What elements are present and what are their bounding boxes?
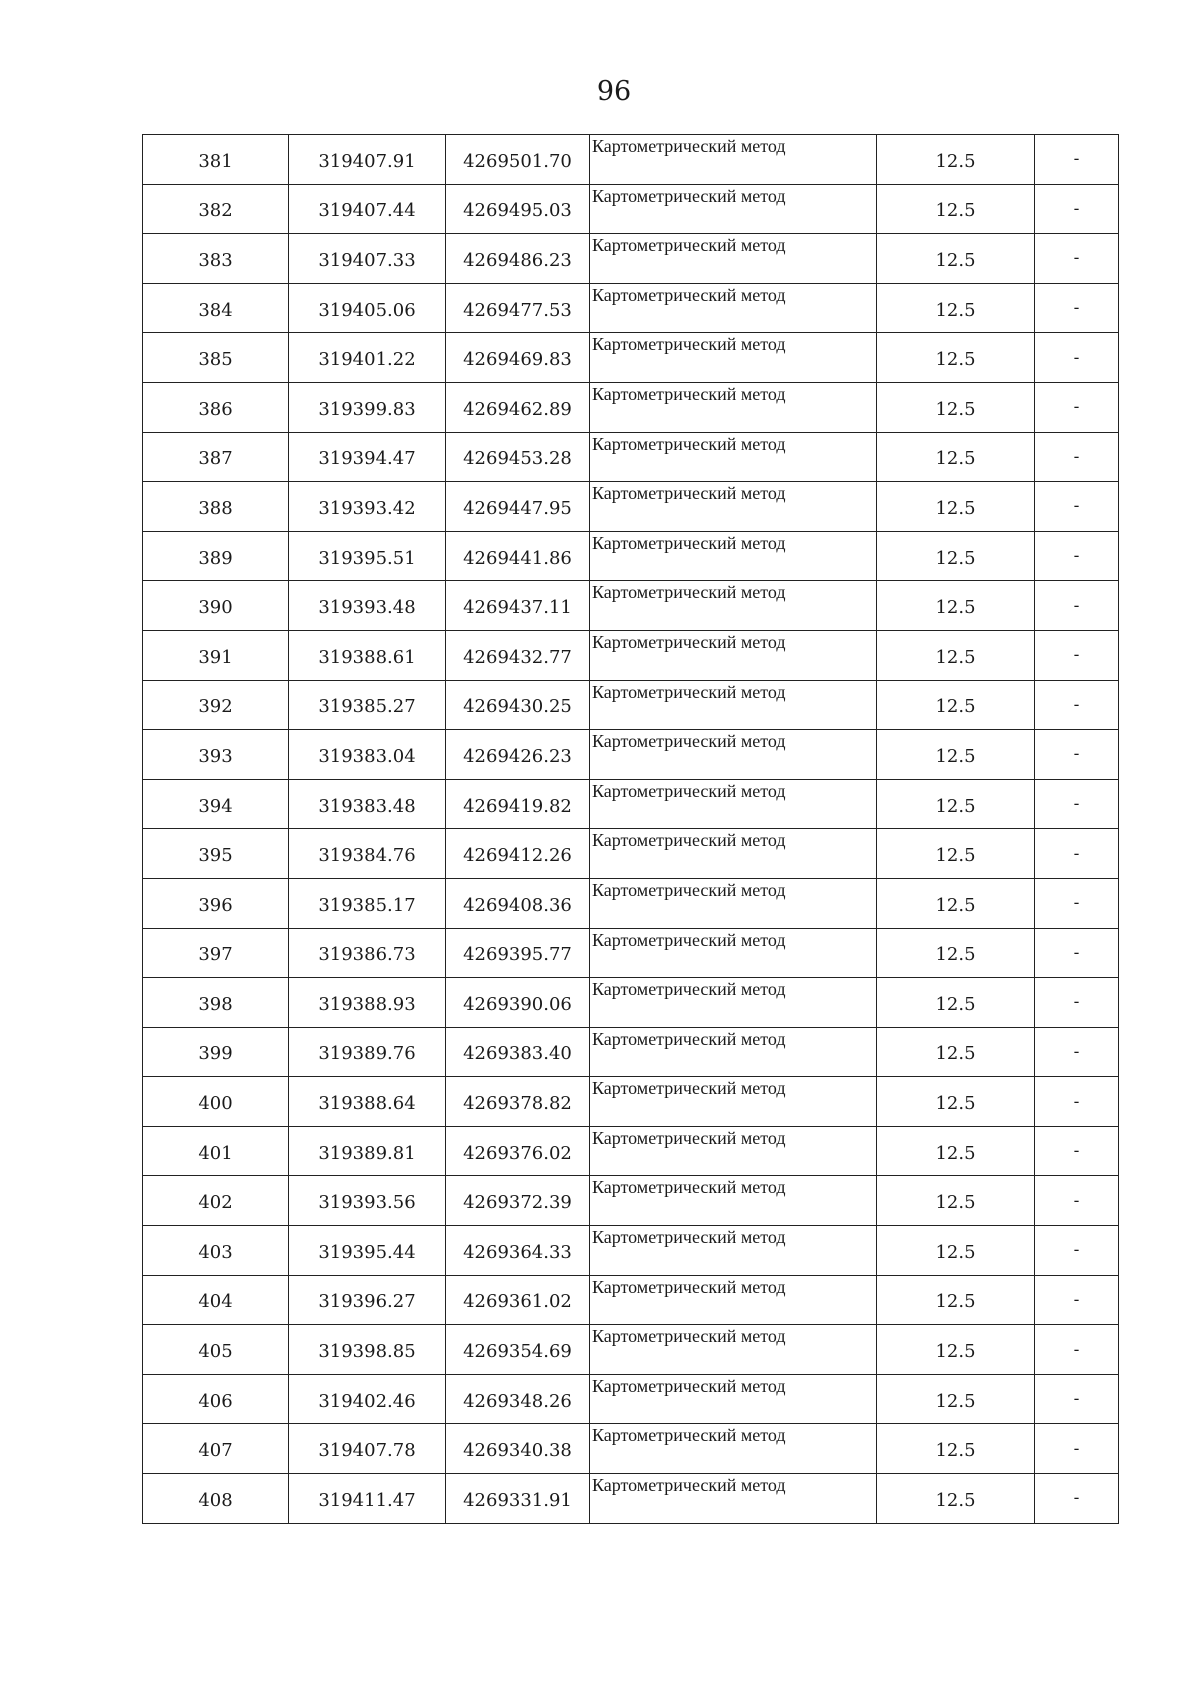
accuracy-cell: 12.5 — [877, 234, 1035, 284]
note-cell: - — [1035, 1176, 1119, 1226]
note-cell: - — [1035, 1275, 1119, 1325]
y-coordinate-cell: 4269340.38 — [446, 1424, 590, 1474]
x-coordinate-cell: 319401.22 — [289, 333, 446, 383]
y-coordinate-cell: 4269469.83 — [446, 333, 590, 383]
method-cell: Картометрический метод — [590, 234, 877, 284]
table-row — [143, 234, 1119, 284]
y-coordinate-cell: 4269477.53 — [446, 283, 590, 333]
method-cell: Картометрический метод — [590, 1027, 877, 1077]
y-coordinate-cell: 4269408.36 — [446, 878, 590, 928]
note-cell: - — [1035, 432, 1119, 482]
x-coordinate-cell: 319407.78 — [289, 1424, 446, 1474]
note-cell: - — [1035, 283, 1119, 333]
table-row — [143, 1176, 1119, 1226]
y-coordinate-cell: 4269378.82 — [446, 1077, 590, 1127]
note-cell: - — [1035, 878, 1119, 928]
x-coordinate-cell: 319388.93 — [289, 978, 446, 1028]
x-coordinate-cell: 319388.64 — [289, 1077, 446, 1127]
table-row — [143, 730, 1119, 780]
note-cell: - — [1035, 1424, 1119, 1474]
accuracy-cell: 12.5 — [877, 1424, 1035, 1474]
accuracy-cell: 12.5 — [877, 1176, 1035, 1226]
table-row — [143, 630, 1119, 680]
table-row — [143, 1027, 1119, 1077]
note-cell: - — [1035, 531, 1119, 581]
method-cell: Картометрический метод — [590, 829, 877, 879]
note-cell: - — [1035, 135, 1119, 185]
x-coordinate-cell: 319395.44 — [289, 1226, 446, 1276]
note-cell: - — [1035, 1374, 1119, 1424]
method-cell: Картометрический метод — [590, 283, 877, 333]
point-number-cell: 382 — [143, 184, 289, 234]
point-number-cell: 392 — [143, 680, 289, 730]
note-cell: - — [1035, 829, 1119, 879]
point-number-cell: 393 — [143, 730, 289, 780]
accuracy-cell: 12.5 — [877, 1474, 1035, 1524]
table-row — [143, 1474, 1119, 1524]
note-cell: - — [1035, 978, 1119, 1028]
point-number-cell: 388 — [143, 482, 289, 532]
accuracy-cell: 12.5 — [877, 1374, 1035, 1424]
point-number-cell: 399 — [143, 1027, 289, 1077]
x-coordinate-cell: 319395.51 — [289, 531, 446, 581]
x-coordinate-cell: 319402.46 — [289, 1374, 446, 1424]
table-row — [143, 1424, 1119, 1474]
accuracy-cell: 12.5 — [877, 630, 1035, 680]
method-cell: Картометрический метод — [590, 1126, 877, 1176]
point-number-cell: 407 — [143, 1424, 289, 1474]
accuracy-cell: 12.5 — [877, 1325, 1035, 1375]
x-coordinate-cell: 319393.56 — [289, 1176, 446, 1226]
accuracy-cell: 12.5 — [877, 1275, 1035, 1325]
point-number-cell: 390 — [143, 581, 289, 631]
accuracy-cell: 12.5 — [877, 482, 1035, 532]
page-number: 96 — [596, 76, 632, 107]
point-number-cell: 384 — [143, 283, 289, 333]
table-row — [143, 184, 1119, 234]
x-coordinate-cell: 319398.85 — [289, 1325, 446, 1375]
note-cell: - — [1035, 482, 1119, 532]
y-coordinate-cell: 4269430.25 — [446, 680, 590, 730]
point-number-cell: 406 — [143, 1374, 289, 1424]
y-coordinate-cell: 4269376.02 — [446, 1126, 590, 1176]
table-row — [143, 482, 1119, 532]
table-row — [143, 333, 1119, 383]
x-coordinate-cell: 319384.76 — [289, 829, 446, 879]
point-number-cell: 389 — [143, 531, 289, 581]
note-cell: - — [1035, 928, 1119, 978]
accuracy-cell: 12.5 — [877, 928, 1035, 978]
method-cell: Картометрический метод — [590, 581, 877, 631]
x-coordinate-cell: 319407.33 — [289, 234, 446, 284]
point-number-cell: 383 — [143, 234, 289, 284]
accuracy-cell: 12.5 — [877, 1126, 1035, 1176]
accuracy-cell: 12.5 — [877, 135, 1035, 185]
x-coordinate-cell: 319383.48 — [289, 779, 446, 829]
table-row — [143, 878, 1119, 928]
y-coordinate-cell: 4269354.69 — [446, 1325, 590, 1375]
note-cell: - — [1035, 234, 1119, 284]
method-cell: Картометрический метод — [590, 1374, 877, 1424]
table-row — [143, 283, 1119, 333]
accuracy-cell: 12.5 — [877, 1027, 1035, 1077]
point-number-cell: 401 — [143, 1126, 289, 1176]
point-number-cell: 396 — [143, 878, 289, 928]
method-cell: Картометрический метод — [590, 1176, 877, 1226]
x-coordinate-cell: 319393.42 — [289, 482, 446, 532]
accuracy-cell: 12.5 — [877, 878, 1035, 928]
table-row — [143, 680, 1119, 730]
accuracy-cell: 12.5 — [877, 1226, 1035, 1276]
table-row — [143, 432, 1119, 482]
coordinates-table-body — [143, 135, 1119, 1524]
table-row — [143, 135, 1119, 185]
point-number-cell: 408 — [143, 1474, 289, 1524]
method-cell: Картометрический метод — [590, 184, 877, 234]
table-row — [143, 382, 1119, 432]
x-coordinate-cell: 319389.76 — [289, 1027, 446, 1077]
accuracy-cell: 12.5 — [877, 829, 1035, 879]
point-number-cell: 385 — [143, 333, 289, 383]
point-number-cell: 386 — [143, 382, 289, 432]
note-cell: - — [1035, 680, 1119, 730]
note-cell: - — [1035, 730, 1119, 780]
accuracy-cell: 12.5 — [877, 432, 1035, 482]
y-coordinate-cell: 4269432.77 — [446, 630, 590, 680]
point-number-cell: 397 — [143, 928, 289, 978]
x-coordinate-cell: 319386.73 — [289, 928, 446, 978]
table-row — [143, 531, 1119, 581]
accuracy-cell: 12.5 — [877, 1077, 1035, 1127]
point-number-cell: 394 — [143, 779, 289, 829]
y-coordinate-cell: 4269383.40 — [446, 1027, 590, 1077]
y-coordinate-cell: 4269495.03 — [446, 184, 590, 234]
x-coordinate-cell: 319407.44 — [289, 184, 446, 234]
y-coordinate-cell: 4269486.23 — [446, 234, 590, 284]
note-cell: - — [1035, 581, 1119, 631]
point-number-cell: 403 — [143, 1226, 289, 1276]
method-cell: Картометрический метод — [590, 432, 877, 482]
method-cell: Картометрический метод — [590, 1077, 877, 1127]
point-number-cell: 398 — [143, 978, 289, 1028]
point-number-cell: 404 — [143, 1275, 289, 1325]
note-cell: - — [1035, 1474, 1119, 1524]
point-number-cell: 395 — [143, 829, 289, 879]
x-coordinate-cell: 319396.27 — [289, 1275, 446, 1325]
table-row — [143, 1275, 1119, 1325]
x-coordinate-cell: 319385.17 — [289, 878, 446, 928]
accuracy-cell: 12.5 — [877, 680, 1035, 730]
method-cell: Картометрический метод — [590, 1424, 877, 1474]
method-cell: Картометрический метод — [590, 135, 877, 185]
coordinates-table — [142, 134, 1119, 1524]
x-coordinate-cell: 319385.27 — [289, 680, 446, 730]
table-row — [143, 1126, 1119, 1176]
note-cell: - — [1035, 1226, 1119, 1276]
accuracy-cell: 12.5 — [877, 382, 1035, 432]
accuracy-cell: 12.5 — [877, 283, 1035, 333]
table-row — [143, 581, 1119, 631]
x-coordinate-cell: 319389.81 — [289, 1126, 446, 1176]
method-cell: Картометрический метод — [590, 730, 877, 780]
accuracy-cell: 12.5 — [877, 333, 1035, 383]
method-cell: Картометрический метод — [590, 928, 877, 978]
x-coordinate-cell: 319407.91 — [289, 135, 446, 185]
method-cell: Картометрический метод — [590, 1275, 877, 1325]
y-coordinate-cell: 4269419.82 — [446, 779, 590, 829]
x-coordinate-cell: 319399.83 — [289, 382, 446, 432]
y-coordinate-cell: 4269361.02 — [446, 1275, 590, 1325]
note-cell: - — [1035, 1325, 1119, 1375]
y-coordinate-cell: 4269441.86 — [446, 531, 590, 581]
y-coordinate-cell: 4269348.26 — [446, 1374, 590, 1424]
point-number-cell: 381 — [143, 135, 289, 185]
point-number-cell: 402 — [143, 1176, 289, 1226]
table-row — [143, 779, 1119, 829]
x-coordinate-cell: 319388.61 — [289, 630, 446, 680]
x-coordinate-cell: 319383.04 — [289, 730, 446, 780]
table-row — [143, 1325, 1119, 1375]
table-row — [143, 1077, 1119, 1127]
y-coordinate-cell: 4269412.26 — [446, 829, 590, 879]
y-coordinate-cell: 4269331.91 — [446, 1474, 590, 1524]
note-cell: - — [1035, 1077, 1119, 1127]
point-number-cell: 400 — [143, 1077, 289, 1127]
method-cell: Картометрический метод — [590, 531, 877, 581]
note-cell: - — [1035, 333, 1119, 383]
table-row — [143, 928, 1119, 978]
method-cell: Картометрический метод — [590, 680, 877, 730]
note-cell: - — [1035, 382, 1119, 432]
method-cell: Картометрический метод — [590, 382, 877, 432]
y-coordinate-cell: 4269372.39 — [446, 1176, 590, 1226]
method-cell: Картометрический метод — [590, 1474, 877, 1524]
note-cell: - — [1035, 184, 1119, 234]
x-coordinate-cell: 319411.47 — [289, 1474, 446, 1524]
accuracy-cell: 12.5 — [877, 581, 1035, 631]
y-coordinate-cell: 4269395.77 — [446, 928, 590, 978]
y-coordinate-cell: 4269426.23 — [446, 730, 590, 780]
y-coordinate-cell: 4269453.28 — [446, 432, 590, 482]
accuracy-cell: 12.5 — [877, 184, 1035, 234]
accuracy-cell: 12.5 — [877, 531, 1035, 581]
method-cell: Картометрический метод — [590, 333, 877, 383]
method-cell: Картометрический метод — [590, 1325, 877, 1375]
table-row — [143, 1226, 1119, 1276]
method-cell: Картометрический метод — [590, 482, 877, 532]
method-cell: Картометрический метод — [590, 978, 877, 1028]
x-coordinate-cell: 319393.48 — [289, 581, 446, 631]
y-coordinate-cell: 4269447.95 — [446, 482, 590, 532]
y-coordinate-cell: 4269364.33 — [446, 1226, 590, 1276]
note-cell: - — [1035, 1027, 1119, 1077]
method-cell: Картометрический метод — [590, 878, 877, 928]
point-number-cell: 387 — [143, 432, 289, 482]
note-cell: - — [1035, 630, 1119, 680]
y-coordinate-cell: 4269437.11 — [446, 581, 590, 631]
table-row — [143, 978, 1119, 1028]
table-row — [143, 829, 1119, 879]
note-cell: - — [1035, 779, 1119, 829]
method-cell: Картометрический метод — [590, 630, 877, 680]
y-coordinate-cell: 4269462.89 — [446, 382, 590, 432]
y-coordinate-cell: 4269501.70 — [446, 135, 590, 185]
table-row — [143, 1374, 1119, 1424]
x-coordinate-cell: 319394.47 — [289, 432, 446, 482]
y-coordinate-cell: 4269390.06 — [446, 978, 590, 1028]
accuracy-cell: 12.5 — [877, 730, 1035, 780]
point-number-cell: 405 — [143, 1325, 289, 1375]
method-cell: Картометрический метод — [590, 1226, 877, 1276]
method-cell: Картометрический метод — [590, 779, 877, 829]
note-cell: - — [1035, 1126, 1119, 1176]
point-number-cell: 391 — [143, 630, 289, 680]
accuracy-cell: 12.5 — [877, 978, 1035, 1028]
x-coordinate-cell: 319405.06 — [289, 283, 446, 333]
accuracy-cell: 12.5 — [877, 779, 1035, 829]
